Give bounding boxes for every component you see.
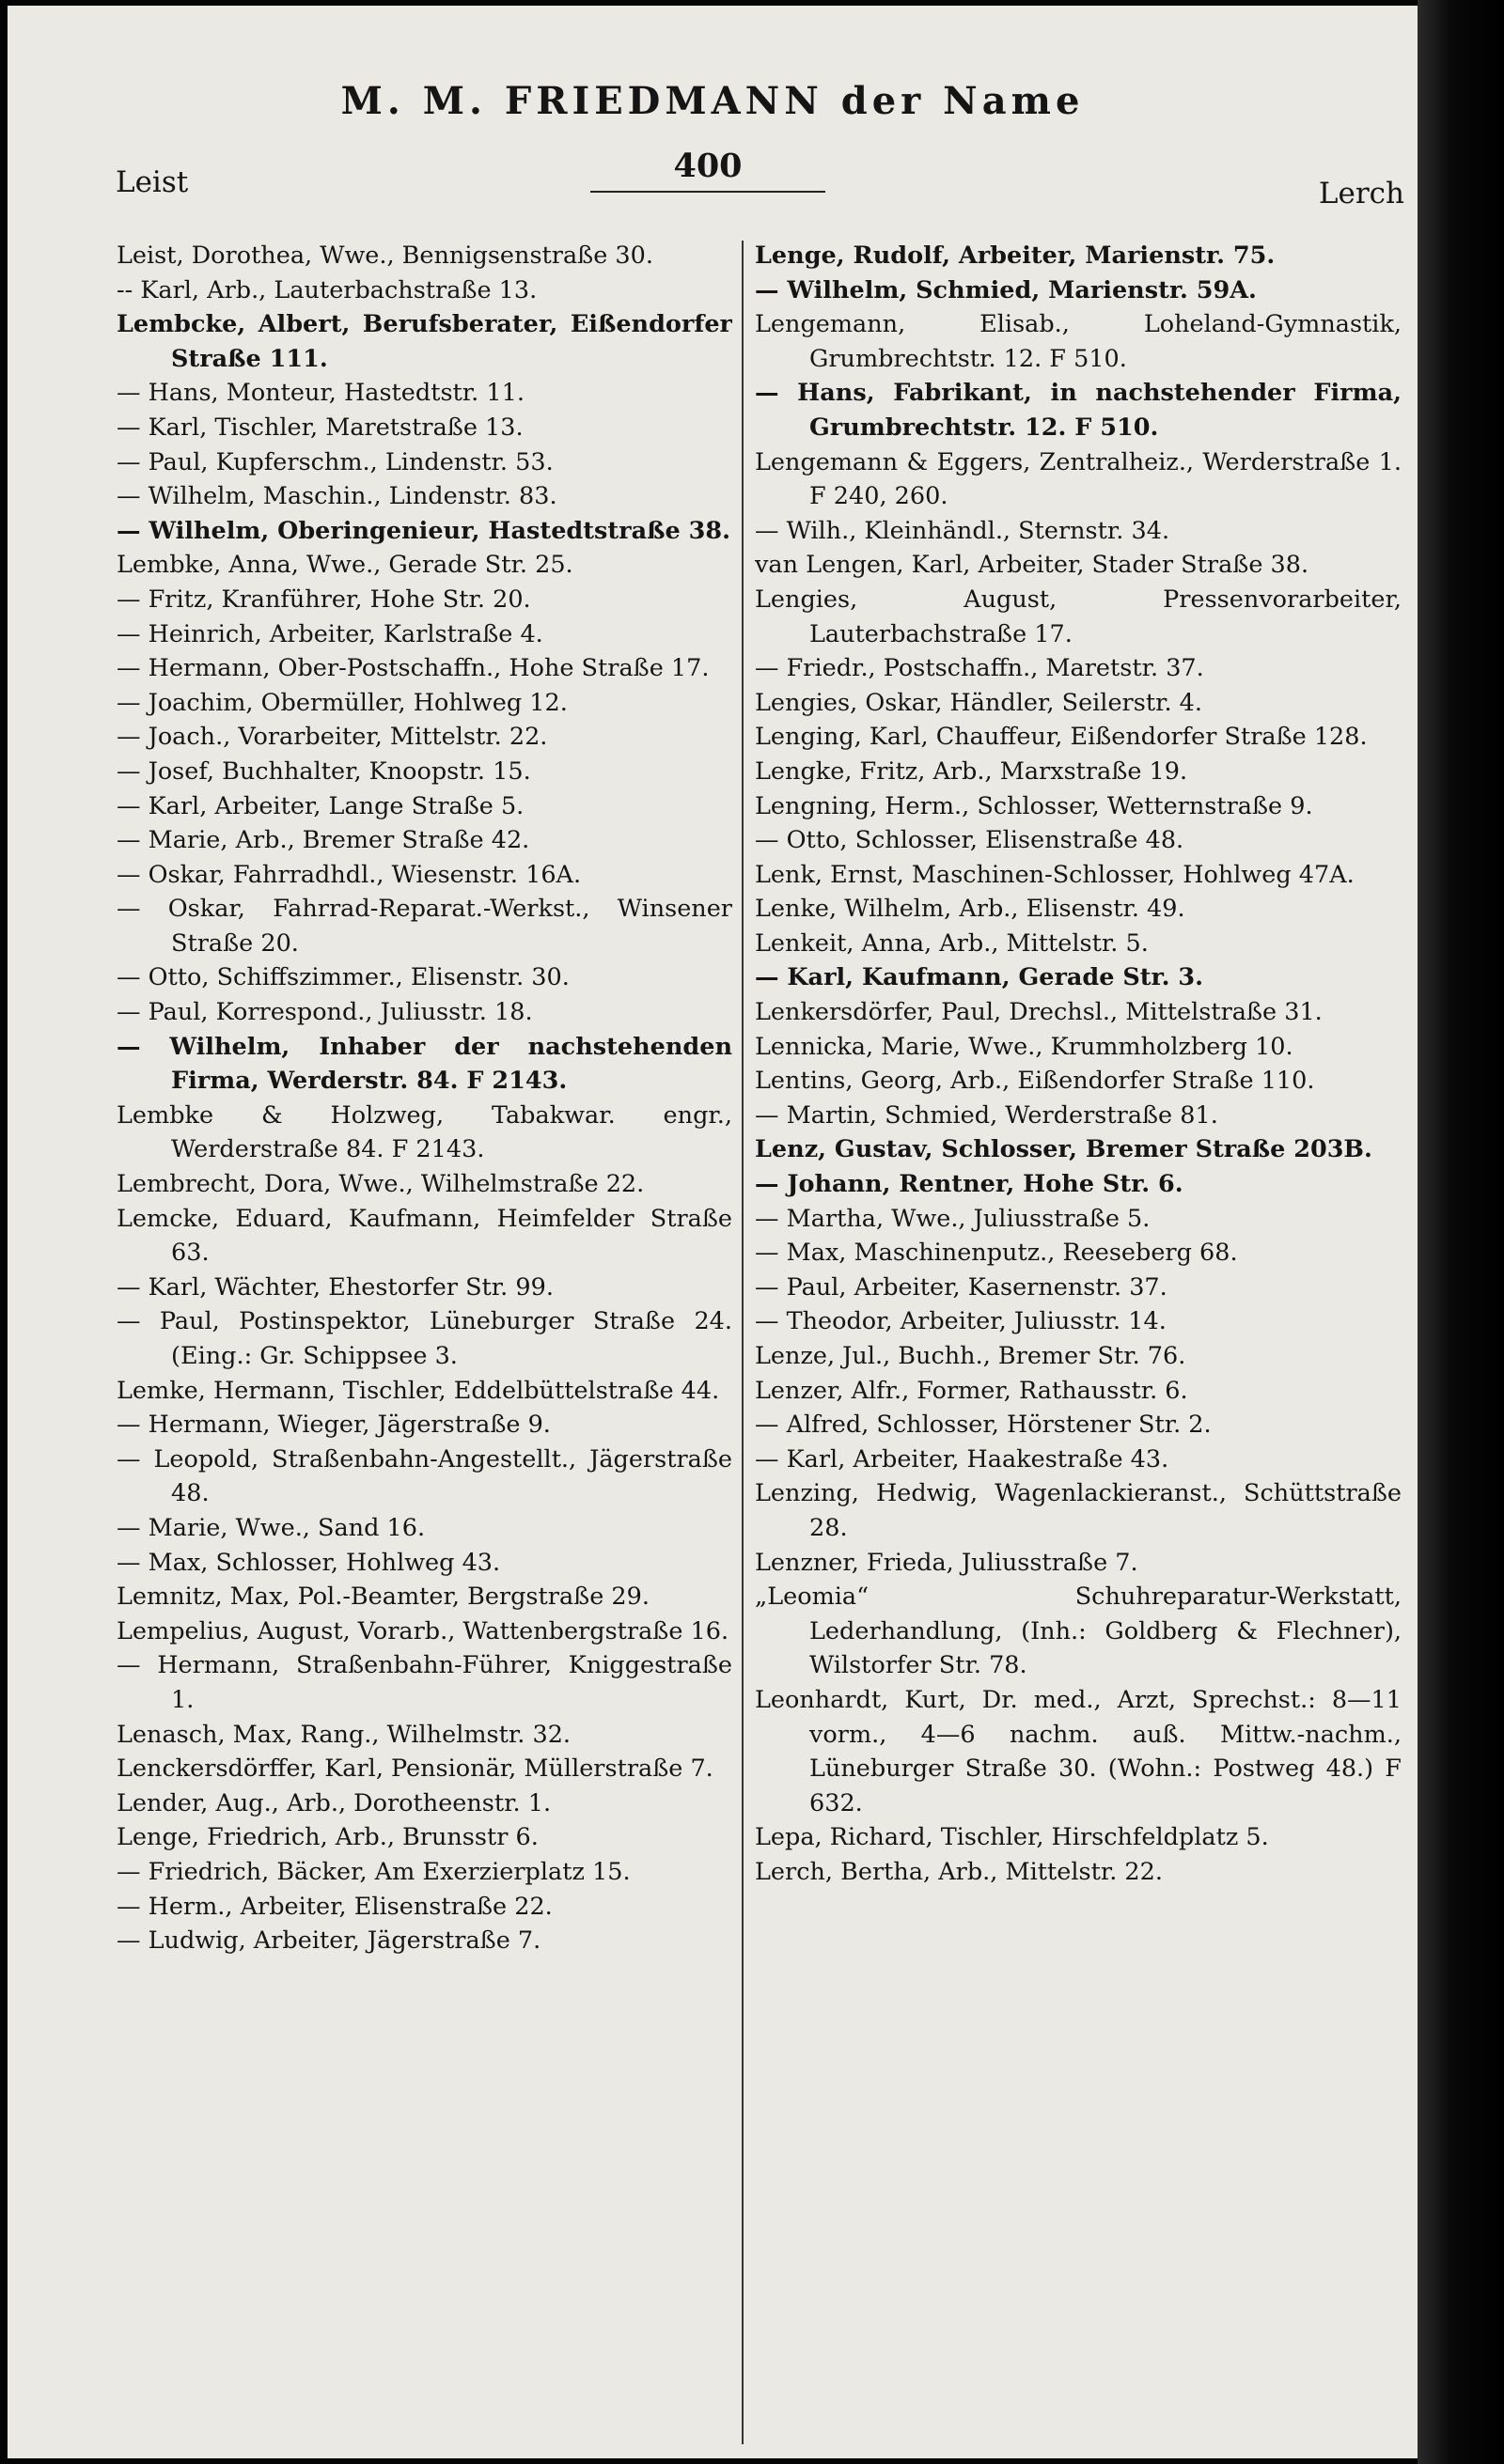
directory-entry: — Karl, Wächter, Ehestorfer Str. 99. <box>117 1272 554 1302</box>
directory-entry: Lenkeit, Anna, Arb., Mittelstr. 5. <box>755 928 1149 958</box>
directory-entry: Leonhardt, Kurt, Dr. med., Arzt, Sprechst.: 8—11 vorm., 4—6 nachm. auß. Mittw.-nachm., Lüneburger Straße 30. (Wohn.: Postweg 48.) F 632. <box>755 1685 1402 1817</box>
directory-entry: — Otto, Schiffszimmer., Elisenstr. 30. <box>117 963 570 992</box>
directory-entry: Lenckersdörffer, Karl, Pensionär, Müllerstraße 7. <box>117 1754 713 1784</box>
directory-entry: — Wilhelm, Oberingenieur, Hastedtstraße 38. <box>117 516 730 545</box>
directory-entry: -- Karl, Arb., Lauterbachstraße 13. <box>117 275 538 304</box>
directory-entry: — Paul, Arbeiter, Kasernenstr. 37. <box>755 1272 1167 1302</box>
guide-word-left: Leist <box>116 165 189 199</box>
directory-entry: Lenk, Ernst, Maschinen-Schlosser, Hohlweg 47A. <box>755 860 1355 889</box>
directory-entry: — Herm., Arbeiter, Elisenstraße 22. <box>117 1892 553 1921</box>
directory-entry: van Lengen, Karl, Arbeiter, Stader Straße 38. <box>755 551 1309 580</box>
directory-entry: — Johann, Rentner, Hohe Str. 6. <box>755 1170 1183 1199</box>
directory-entry: Lenkersdörfer, Paul, Drechsl., Mittelstraße 31. <box>755 998 1323 1027</box>
directory-entry: Lerch, Bertha, Arb., Mittelstr. 22. <box>755 1857 1163 1886</box>
directory-entry: — Friedrich, Bäcker, Am Exerzierplatz 15. <box>117 1857 631 1886</box>
book-binding-edge <box>1418 0 1504 2464</box>
directory-entry: — Leopold, Straßenbahn-Angestellt., Jägerstraße 48. <box>117 1444 732 1508</box>
directory-entry: — Karl, Tischler, Maretstraße 13. <box>117 413 524 442</box>
directory-entry: Lengies, Oskar, Händler, Seilerstr. 4. <box>755 688 1203 717</box>
directory-entry: — Paul, Kupferschm., Lindenstr. 53. <box>117 447 554 476</box>
directory-entry: Lenke, Wilhelm, Arb., Elisenstr. 49. <box>755 895 1185 924</box>
directory-entry: — Martin, Schmied, Werderstraße 81. <box>755 1100 1218 1130</box>
directory-entry: — Hermann, Wieger, Jägerstraße 9. <box>117 1411 551 1440</box>
directory-entry: — Josef, Buchhalter, Knoopstr. 15. <box>117 756 531 786</box>
guide-word-right: Lerch <box>1318 177 1404 211</box>
directory-entry: — Wilhelm, Schmied, Marienstr. 59A. <box>755 275 1257 304</box>
directory-entry: Lender, Aug., Arb., Dorotheenstr. 1. <box>117 1788 552 1817</box>
directory-entry: — Joach., Vorarbeiter, Mittelstr. 22. <box>117 723 548 752</box>
directory-entry: — Theodor, Arbeiter, Juliusstr. 14. <box>755 1307 1167 1336</box>
left-column <box>117 239 732 2456</box>
directory-entry: — Wilhelm, Maschin., Lindenstr. 83. <box>117 482 557 511</box>
running-title: M. M. FRIEDMANN der Name <box>340 79 1085 123</box>
directory-entry: — Hermann, Straßenbahn-Führer, Kniggestraße 1. <box>117 1651 732 1714</box>
directory-entry: „Leomia“ Schuhreparatur-Werkstatt, Lederhandlung, (Inh.: Goldberg & Flechner), Wilstorfer Str. 78. <box>755 1583 1402 1680</box>
directory-entry: Lennicka, Marie, Wwe., Krummholzberg 10. <box>755 1032 1293 1061</box>
directory-entry: — Paul, Postinspektor, Lüneburger Straße 24. (Eing.: Gr. Schippsee 3. <box>117 1307 732 1370</box>
directory-entry: — Wilhelm, Inhaber der nachstehenden Firma, Werderstr. 84. F 2143. <box>117 1032 732 1096</box>
directory-entry: — Heinrich, Arbeiter, Karlstraße 4. <box>117 619 543 648</box>
directory-entry: — Oskar, Fahrrad-Reparat.-Werkst., Winsener Straße 20. <box>117 895 732 958</box>
directory-entry: Lenzner, Frieda, Juliusstraße 7. <box>755 1548 1138 1577</box>
directory-entry: — Karl, Arbeiter, Lange Straße 5. <box>117 791 525 820</box>
directory-entry: — Ludwig, Arbeiter, Jägerstraße 7. <box>117 1926 541 1956</box>
page-number: 400 <box>590 147 825 193</box>
directory-entry: — Max, Schlosser, Hohlweg 43. <box>117 1548 501 1577</box>
directory-entry: — Alfred, Schlosser, Hörstener Str. 2. <box>755 1411 1212 1440</box>
directory-entry: Lembcke, Albert, Berufsberater, Eißendorfer Straße 111. <box>117 310 732 373</box>
directory-entry: — Max, Maschinenputz., Reeseberg 68. <box>755 1239 1238 1268</box>
directory-entry: — Friedr., Postschaffn., Maretstr. 37. <box>755 654 1204 683</box>
directory-entry: Lenzer, Alfr., Former, Rathausstr. 6. <box>755 1376 1188 1405</box>
directory-entry: Lenzing, Hedwig, Wagenlackieranst., Schüttstraße 28. <box>755 1479 1402 1542</box>
directory-entry: Lenge, Rudolf, Arbeiter, Marienstr. 75. <box>755 242 1276 270</box>
directory-entry: Lenze, Jul., Buchh., Bremer Str. 76. <box>755 1342 1186 1370</box>
directory-entry: Lengemann, Elisab., Loheland-Gymnastik, Grumbrechtstr. 12. F 510. <box>755 310 1402 373</box>
directory-entry: — Martha, Wwe., Juliusstraße 5. <box>755 1204 1151 1233</box>
directory-entry: — Wilh., Kleinhändl., Sternstr. 34. <box>755 516 1170 545</box>
directory-entry: Lemcke, Eduard, Kaufmann, Heimfelder Straße 63. <box>117 1204 732 1268</box>
directory-entry: — Karl, Arbeiter, Haakestraße 43. <box>755 1444 1169 1474</box>
directory-entry: — Marie, Wwe., Sand 16. <box>117 1513 426 1542</box>
directory-entry: Lengke, Fritz, Arb., Marxstraße 19. <box>755 756 1188 786</box>
directory-entry: Lengies, August, Pressenvorarbeiter, Lauterbachstraße 17. <box>755 585 1402 648</box>
directory-entry: Lentins, Georg, Arb., Eißendorfer Straße 110. <box>755 1067 1315 1096</box>
directory-entry: — Fritz, Kranführer, Hohe Str. 20. <box>117 585 531 614</box>
directory-entry: — Hans, Fabrikant, in nachstehender Firma, Grumbrechtstr. 12. F 510. <box>755 379 1402 442</box>
directory-entry: Leist, Dorothea, Wwe., Bennigsenstraße 30. <box>117 242 653 270</box>
right-column <box>755 239 1402 2456</box>
directory-entry: Lembke, Anna, Wwe., Gerade Str. 25. <box>117 551 573 580</box>
directory-entry: Lempelius, August, Vorarb., Wattenbergstraße 16. <box>117 1616 729 1645</box>
directory-entry: — Marie, Arb., Bremer Straße 42. <box>117 826 530 855</box>
directory-entry: Lengning, Herm., Schlosser, Wetternstraße 9. <box>755 791 1313 820</box>
directory-entry: Lenging, Karl, Chauffeur, Eißendorfer Straße 128. <box>755 723 1368 752</box>
directory-entry: Lenz, Gustav, Schlosser, Bremer Straße 203B. <box>755 1135 1372 1164</box>
directory-entry: Lemke, Hermann, Tischler, Eddelbüttelstraße 44. <box>117 1376 720 1405</box>
directory-entry: — Joachim, Obermüller, Hohlweg 12. <box>117 688 568 717</box>
directory-entry: Lenge, Friedrich, Arb., Brunsstr 6. <box>117 1823 539 1852</box>
directory-entry: Lemnitz, Max, Pol.-Beamter, Bergstraße 29. <box>117 1583 650 1612</box>
directory-entry: — Otto, Schlosser, Elisenstraße 48. <box>755 826 1184 855</box>
directory-entry: Lengemann & Eggers, Zentralheiz., Werderstraße 1. F 240, 260. <box>755 447 1402 511</box>
directory-entry: Lembke & Holzweg, Tabakwar. engr., Werderstraße 84. F 2143. <box>117 1100 732 1164</box>
column-divider <box>742 241 744 2444</box>
directory-entry: — Hermann, Ober-Postschaffn., Hohe Straße 17. <box>117 654 710 683</box>
directory-entry: — Hans, Monteur, Hastedtstr. 11. <box>117 379 525 408</box>
directory-page <box>8 6 1418 2458</box>
directory-entry: Lenasch, Max, Rang., Wilhelmstr. 32. <box>117 1720 572 1749</box>
directory-entry: — Paul, Korrespond., Juliusstr. 18. <box>117 998 533 1027</box>
directory-entry: Lembrecht, Dora, Wwe., Wilhelmstraße 22. <box>117 1170 645 1199</box>
directory-entry: — Oskar, Fahrradhdl., Wiesenstr. 16A. <box>117 860 582 889</box>
directory-entry: — Karl, Kaufmann, Gerade Str. 3. <box>755 963 1204 992</box>
directory-entry: Lepa, Richard, Tischler, Hirschfeldplatz 5. <box>755 1823 1269 1852</box>
